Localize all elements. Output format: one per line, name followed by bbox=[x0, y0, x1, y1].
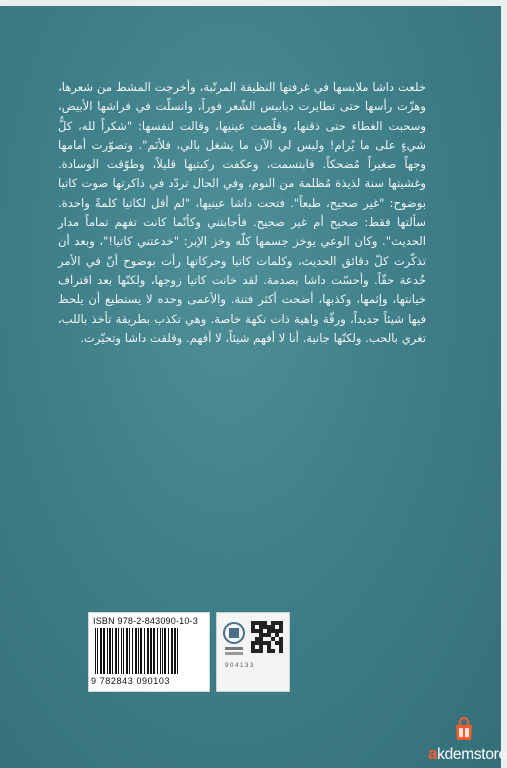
barcode-bar bbox=[132, 628, 133, 674]
qr-module bbox=[271, 637, 275, 641]
barcode-bar bbox=[174, 628, 175, 674]
library-sticker bbox=[216, 612, 290, 692]
barcode-bar bbox=[118, 628, 119, 674]
qr-module bbox=[259, 645, 263, 649]
barcode-bar bbox=[147, 628, 149, 674]
qr-module bbox=[279, 637, 283, 641]
qr-module bbox=[279, 625, 283, 629]
barcode-bar bbox=[168, 628, 169, 674]
barcode-bar bbox=[123, 628, 124, 674]
qr-module bbox=[251, 629, 255, 633]
qr-module bbox=[267, 629, 271, 633]
barcode-bar bbox=[107, 628, 108, 674]
qr-module bbox=[271, 625, 275, 629]
qr-module bbox=[271, 629, 275, 633]
ean-digits: 9 782843 090103 bbox=[91, 676, 171, 686]
qr-module bbox=[251, 645, 255, 649]
qr-module bbox=[279, 641, 283, 645]
barcode-bar bbox=[150, 628, 152, 674]
shopping-bag-icon bbox=[451, 716, 477, 742]
qr-module bbox=[279, 621, 283, 625]
barcode-bar bbox=[109, 628, 111, 674]
qr-module bbox=[259, 649, 263, 653]
qr-module bbox=[267, 649, 271, 653]
qr-module bbox=[255, 637, 259, 641]
qr-module bbox=[267, 645, 271, 649]
qr-module bbox=[251, 641, 255, 645]
barcode-bar bbox=[135, 628, 137, 674]
blurb-text bbox=[58, 78, 426, 348]
barcode-bar bbox=[177, 628, 178, 674]
qr-module bbox=[267, 625, 271, 629]
barcode-bar bbox=[164, 628, 166, 674]
barcode-bar bbox=[175, 628, 176, 674]
barcode-bar bbox=[162, 628, 163, 674]
qr-module bbox=[259, 633, 263, 637]
qr-module bbox=[259, 641, 263, 645]
isbn-label: ISBN 978-2-843090-10-3 bbox=[93, 616, 198, 626]
qr-module bbox=[255, 649, 259, 653]
barcode-bar bbox=[115, 628, 117, 674]
qr-module bbox=[255, 641, 259, 645]
barcode-bar bbox=[153, 628, 155, 674]
qr-module bbox=[275, 633, 279, 637]
barcode-bar bbox=[144, 628, 145, 674]
qr-module bbox=[255, 629, 259, 633]
qr-module bbox=[263, 633, 267, 637]
qr-module bbox=[259, 629, 263, 633]
qr-module bbox=[263, 625, 267, 629]
qr-module bbox=[271, 621, 275, 625]
qr-module bbox=[267, 641, 271, 645]
qr-module bbox=[255, 621, 259, 625]
qr-module bbox=[279, 629, 283, 633]
qr-module bbox=[275, 629, 279, 633]
barcode-bar bbox=[160, 628, 161, 674]
barcode-bar bbox=[112, 628, 113, 674]
bookshelf-logo-icon bbox=[221, 619, 247, 659]
isbn-barcode bbox=[88, 612, 210, 692]
qr-module bbox=[271, 649, 275, 653]
cover-edge bbox=[501, 0, 507, 768]
qr-module bbox=[251, 649, 255, 653]
barcode-bar bbox=[103, 628, 105, 674]
qr-module bbox=[251, 625, 255, 629]
qr-module bbox=[263, 641, 267, 645]
barcode-bar bbox=[100, 628, 102, 674]
store-name: kdemstore bbox=[437, 746, 507, 763]
blurb-paragraph: خلعت داشا ملابسها في غرفتها النظيفة المرتّبة، وأخرجت المشط من شعرها، وهزّت رأسها حتى تطايرت دبابيس الشّعر فوراً، وانسلّت في فراشها الأبيض، وسحبت الغطاء حتى ذقنها، وقلّصت عينيها، وقالت لنفسها: "شكراً لله، كلُّ شيءٍ على ما يُرام! وليس لي الآن ما يشغل بالي، فلأنَم". وتصوّرت أمامها وجهاً صغيراً مُضحكاً. فابتسمت، وعكفت ركبتيها قليلاً، وطوّقت الوسادة. وغشيتها سنة لذيذة مُظلمة من النوم، وفي الحال تردّد في ذاكرتها صوت كاتيا بوضوح: "غير صحيح، طبعاً". فتحت داشا عينيها، "لم أقل لكاتيا كلمةً واحدة. سألتها فقط: صحيح أم غير صحيح. فأجابتني وكأنّما كانت تفهم تماماً مدار الحديث". وكان الوعي يوخز جسمها كلّه وخز الإبر: "خدعتني كاتيا!"، وبعد أن تذكّرت كلّ دقائق الحديث، وكلمات كاتيا وحركاتها رأت بوضوح أنّ في الأمر خُدعة حقّاً. وأحسّت داشا بصدمة. لقد خانت كاتيا زوجها، ولكنّها بعد اقتراف خيانتها، وإثمها، وكذبها، أضحت أكثر فتنة. والأعمى وحده لا يستطيع أن يلحظ فيها شيئاً جديداً، ورقّة واهية ذات نكهة خاصة. وهي تكذب بطريقة تأخذ باللب، تغري بالحب. ولكنّها جانية. أنا لا أفهم شيئاً، لا أفهم. وقلقت داشا وتحيّرت. bbox=[58, 80, 426, 345]
barcode-bar bbox=[126, 628, 128, 674]
barcode-bar bbox=[129, 628, 130, 674]
qr-code bbox=[251, 621, 283, 653]
barcode-bar bbox=[95, 628, 96, 674]
store-name-accent: a bbox=[428, 744, 438, 763]
barcode-bars bbox=[95, 628, 203, 674]
store-watermark bbox=[428, 744, 507, 764]
qr-module bbox=[275, 621, 279, 625]
qr-module bbox=[279, 645, 283, 649]
barcode-bar bbox=[121, 628, 122, 674]
sticker-code: 9 0 4 1 3 3 bbox=[225, 663, 254, 669]
barcode-bar bbox=[157, 628, 158, 674]
qr-module bbox=[275, 641, 279, 645]
qr-module bbox=[259, 637, 263, 641]
qr-module bbox=[263, 621, 267, 625]
cover-edge bbox=[0, 0, 507, 6]
qr-module bbox=[259, 621, 263, 625]
barcode-bar bbox=[97, 628, 98, 674]
qr-module bbox=[267, 633, 271, 637]
qr-module bbox=[279, 649, 283, 653]
barcode-bar bbox=[140, 628, 142, 674]
barcode-bar bbox=[171, 628, 173, 674]
qr-module bbox=[259, 625, 263, 629]
qr-module bbox=[251, 621, 255, 625]
barcode-bar bbox=[138, 628, 139, 674]
